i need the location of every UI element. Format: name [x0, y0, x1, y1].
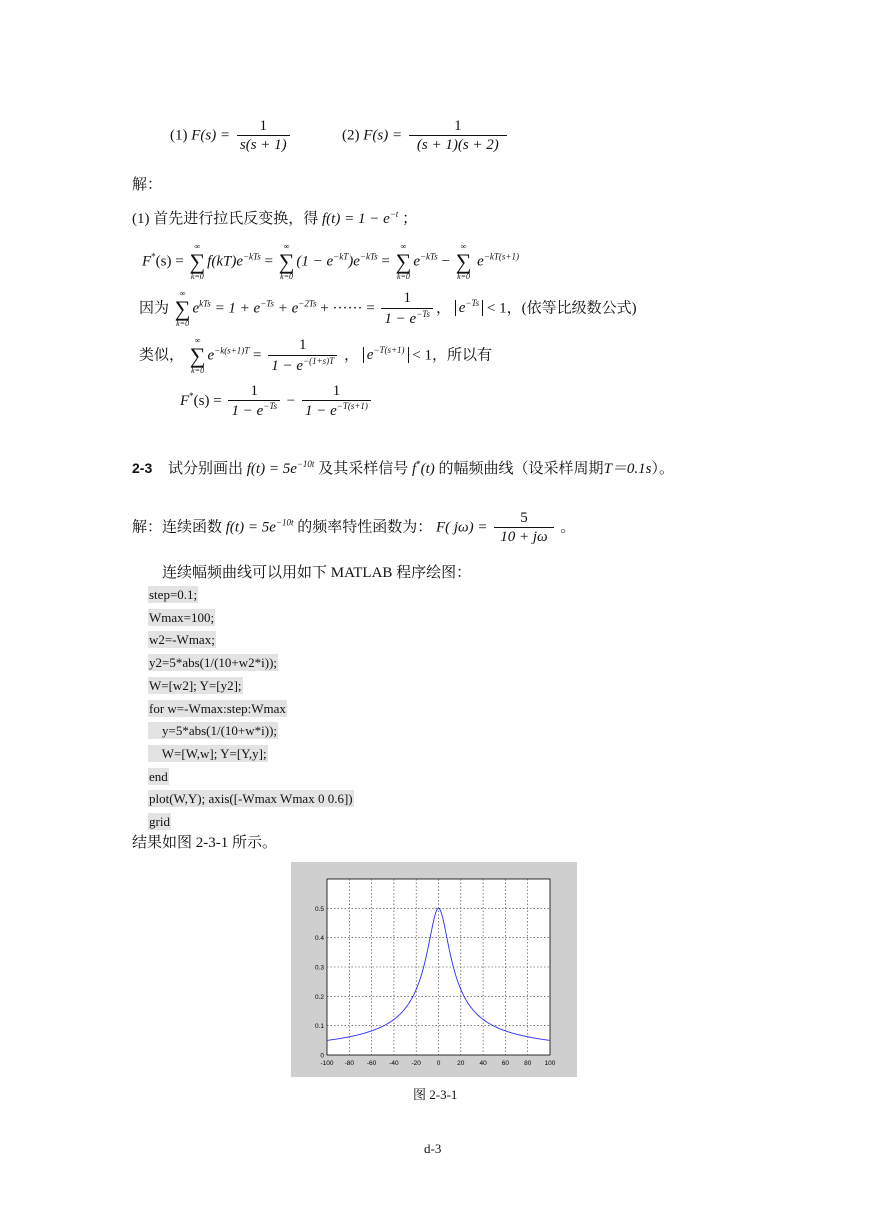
- sum-symbol-4: ∞ ∑ k=0: [455, 242, 472, 281]
- because-condition: $e^{-Ts}$: [455, 300, 483, 316]
- item1-fraction: [237, 118, 290, 154]
- because-frac-num: 1: [403, 290, 411, 307]
- formula-item-1: [170, 118, 293, 154]
- fstar-term3b: e: [413, 253, 420, 270]
- problem-text-d: ）。: [651, 461, 675, 477]
- fstar-term3-exp: −kTs: [419, 251, 438, 262]
- formula-item-2: [342, 118, 510, 154]
- result-den2: $1 - e^{-T(s+1)}$: [302, 400, 371, 420]
- because-exp2: −2Ts: [298, 298, 317, 309]
- code-line: [148, 609, 215, 627]
- code-text: W=[w2]; Y=[y2];: [149, 677, 242, 693]
- code-line: [148, 722, 278, 740]
- similar-fraction: [268, 337, 337, 374]
- problem-formula-a: f(t) = 5e: [246, 461, 297, 477]
- because-expansion: = 1 + e: [214, 300, 261, 317]
- sum-symbol-1: ∞ ∑ k=0: [189, 242, 206, 281]
- because-exp1: −Ts: [260, 298, 274, 309]
- because-dots: + ······ =: [320, 300, 375, 317]
- problem-text-a: 试分别画出: [167, 461, 243, 477]
- freq-fraction: [494, 510, 553, 546]
- fstar-term4: e: [477, 253, 484, 270]
- x-tick-label: -40: [389, 1060, 399, 1067]
- sum-symbol-2: ∞ ∑ k=0: [278, 242, 295, 281]
- code-line: [148, 677, 243, 695]
- similar-frac-num: 1: [298, 337, 307, 354]
- code-line: [148, 813, 171, 831]
- solution2-formula-exp: −10t: [275, 517, 294, 528]
- problem-formula-a-exp: −10t: [296, 459, 315, 469]
- result-arg: (s) =: [193, 393, 222, 410]
- code-text: for w=-Wmax:step:Wmax: [149, 700, 286, 716]
- step1-formula: f(t) = 1 − e: [322, 211, 390, 227]
- y-tick-label: 0.1: [314, 1023, 324, 1031]
- similar-series: e: [207, 347, 215, 364]
- result-num1: 1: [250, 383, 258, 399]
- code-line: [148, 700, 287, 718]
- similar-comma: ，: [343, 347, 359, 364]
- x-tick-label: -60: [366, 1060, 377, 1067]
- code-line: [148, 745, 268, 763]
- similar-series-exp: −k(s+1)T: [214, 345, 250, 356]
- problem-text-b: 及其采样信号: [318, 461, 409, 477]
- x-tick-label: 100: [544, 1060, 556, 1067]
- y-tick-label: 0.2: [314, 993, 324, 1001]
- y-tick-label: 0.4: [314, 935, 324, 943]
- similar-eq: =: [253, 347, 262, 364]
- fstar-arg: (s) =: [155, 253, 184, 270]
- fstar-term1-exp: −kTs: [242, 251, 261, 262]
- step1-prefix: (1) 首先进行拉氏反变换，得: [132, 211, 319, 227]
- x-tick-label: -100: [320, 1060, 334, 1067]
- code-line: [148, 631, 216, 649]
- step1-suffix: ；: [402, 211, 418, 227]
- because-lt: < 1，: [486, 300, 522, 317]
- result-fraction-2: [302, 383, 371, 420]
- fstar-minus: −: [441, 253, 450, 270]
- fstar-eq2: =: [264, 253, 277, 270]
- fstar-term1: f(kT)e: [207, 253, 243, 270]
- fstar-sup: *: [151, 251, 156, 262]
- figure-frame: [291, 862, 577, 1077]
- because-series: e: [192, 300, 200, 317]
- code-line: [148, 790, 354, 808]
- because-fraction: [381, 290, 433, 327]
- because-note: (依等比级数公式): [521, 300, 637, 317]
- result-minus: −: [286, 393, 296, 410]
- freq-den: 10 + jω: [494, 527, 553, 546]
- solution2-formula: f(t) = 5e: [225, 519, 276, 536]
- because-plus2: + e: [277, 300, 299, 317]
- x-tick-label: 20: [457, 1060, 465, 1067]
- result-text: 结果如图 2-3-1 所示。: [132, 835, 277, 851]
- fstar-term2c: )e: [348, 253, 360, 270]
- x-tick-label: -20: [411, 1060, 421, 1067]
- because-line: 因为 ∞ ∑ k=0 $e^{kTs} = 1 + e^{-Ts} + e^{-2Ts}$ + ······ = $\frac{1}{1 - e^{-Ts}}$ ， $e^{-Ts} < 1$，(依等比级数公式): [139, 289, 637, 328]
- result-sup: *: [189, 391, 194, 402]
- item1-denominator: s(s + 1): [237, 135, 290, 154]
- result-num2: 1: [332, 383, 341, 399]
- similar-condition: $e^{-T(s+1)}$: [363, 347, 409, 363]
- solution-step1: [132, 210, 417, 227]
- solution2-label: 解：连续函数: [132, 519, 223, 536]
- problem-period: T＝0.1s: [603, 461, 652, 477]
- item1-label: (1): [170, 127, 188, 144]
- fstar-term2-exp2: −kTs: [359, 251, 378, 262]
- code-text: Wmax=100;: [149, 609, 215, 625]
- code-text: plot(W,Y); axis([-Wmax Wmax 0 0.6]): [149, 791, 353, 807]
- figure-caption: 图 2-3-1: [413, 1087, 458, 1102]
- y-tick-label: 0.5: [314, 905, 324, 913]
- magnitude-chart: [291, 862, 577, 1077]
- solution-label: 解：: [132, 177, 163, 193]
- item2-denominator: (s + 1)(s + 2): [409, 135, 507, 154]
- because-label: 因为: [139, 300, 170, 317]
- problem-formula-b-arg: (t): [420, 461, 435, 477]
- item2-numerator: 1: [454, 118, 462, 134]
- sum-symbol-5: ∞ ∑ k=0: [174, 289, 191, 328]
- code-text: step=0.1;: [149, 587, 198, 602]
- code-line: [148, 768, 169, 786]
- fstar-term2-exp1: −kT: [333, 251, 349, 262]
- step1-exp: −t: [389, 209, 399, 219]
- item1-numerator: 1: [259, 118, 268, 134]
- fstar-lhs: F: [142, 253, 152, 270]
- code-text: y=5*abs(1/(10+w*i));: [149, 723, 278, 739]
- result-den1: $1 - e^{-Ts}$: [228, 400, 280, 420]
- code-text: grid: [149, 814, 170, 829]
- result-fraction-1: [228, 383, 280, 420]
- matlab-intro: 连续幅频曲线可以用如下 MATLAB 程序绘图：: [162, 565, 472, 581]
- fstar-result: [180, 383, 374, 420]
- code-text: y2=5*abs(1/(10+w2*i));: [149, 655, 278, 671]
- problem-text-c: 的幅频曲线（设采样周期: [438, 461, 604, 477]
- solution2-end: 。: [560, 519, 576, 536]
- similar-line: [139, 337, 492, 375]
- solution2-text: 的频率特性函数为：: [297, 519, 433, 536]
- code-text: W=[W,w]; Y=[Y,y];: [149, 745, 267, 761]
- problem-formula-b: f: [411, 461, 417, 477]
- problem-2-3: [132, 460, 674, 477]
- x-tick-label: 40: [479, 1060, 487, 1067]
- fstar-term2b: (1 − e: [296, 253, 334, 270]
- result-lhs: F: [180, 393, 190, 410]
- y-tick-label: 0: [320, 1052, 324, 1060]
- item2-lhs: F(s) =: [363, 127, 403, 144]
- code-line: [148, 586, 198, 604]
- freq-num: 5: [520, 510, 528, 526]
- item2-fraction: [409, 118, 507, 154]
- sum-symbol-6: ∞ ∑ k=0: [189, 336, 206, 375]
- fstar-term4-exp: −kT(s+1): [483, 251, 519, 262]
- item1-lhs: F(s) =: [191, 127, 231, 144]
- x-tick-label: 80: [524, 1060, 532, 1067]
- code-line: [148, 654, 278, 672]
- similar-lt: < 1，所以有: [412, 347, 492, 364]
- code-text: end: [149, 768, 168, 784]
- problem-formula-b-sup: *: [416, 459, 421, 469]
- similar-frac-den: $1 - e^{-(1+s)T}$: [268, 355, 337, 375]
- page-number: d-3: [424, 1141, 442, 1156]
- problem-number: 2-3: [132, 460, 153, 476]
- similar-label: 类似，: [139, 347, 185, 364]
- x-tick-label: -80: [344, 1060, 355, 1067]
- freq-lhs: F( jω) =: [435, 519, 488, 536]
- sum-symbol-3: ∞ ∑ k=0: [395, 242, 412, 281]
- because-series-exp: kTs: [199, 298, 211, 309]
- x-tick-label: 0: [436, 1060, 441, 1067]
- item2-label: (2): [342, 127, 360, 144]
- y-tick-label: 0.3: [314, 964, 324, 972]
- solution2-line: [132, 510, 575, 546]
- fstar-equation: [142, 243, 519, 281]
- code-text: w2=-Wmax;: [149, 632, 215, 648]
- x-tick-label: 60: [501, 1060, 510, 1067]
- fstar-eq3: =: [381, 253, 390, 270]
- because-frac-den: $1 - e^{-Ts}$: [381, 308, 433, 328]
